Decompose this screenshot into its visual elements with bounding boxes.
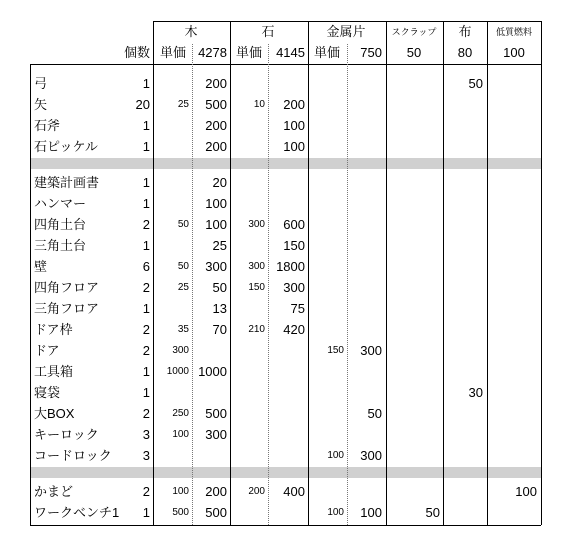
section-separator — [30, 158, 541, 169]
item-count: 6 — [142, 258, 150, 274]
stone-total: 600 — [283, 216, 305, 232]
header-fuel-total: 100 — [503, 45, 525, 60]
stone-unit-price: 300 — [248, 260, 265, 272]
grid-line — [386, 21, 387, 525]
item-count: 2 — [142, 483, 150, 499]
item-name: 石ピッケル — [34, 138, 98, 154]
metal-total: 300 — [360, 447, 382, 463]
item-count: 2 — [142, 405, 150, 421]
header-metal-total: 750 — [360, 45, 382, 60]
cloth-amount: 30 — [468, 384, 483, 400]
item-count: 2 — [142, 279, 150, 295]
header-metal-label: 金属片 — [326, 24, 366, 39]
header-stone-label: 石 — [261, 24, 275, 39]
item-name: かまど — [34, 483, 74, 499]
wood-unit-price: 100 — [172, 428, 189, 440]
stone-total: 300 — [283, 279, 305, 295]
grid-line — [153, 21, 541, 22]
item-name: 三角土台 — [34, 237, 87, 253]
grid-line — [30, 64, 541, 65]
item-name: 石斧 — [34, 117, 61, 133]
wood-total: 500 — [205, 405, 227, 421]
wood-total: 1000 — [198, 363, 227, 379]
fuel-amount: 100 — [515, 483, 537, 499]
item-count: 1 — [142, 195, 150, 211]
wood-unit-price: 100 — [172, 485, 189, 497]
stone-total: 400 — [283, 483, 305, 499]
stone-unit-price: 10 — [253, 98, 265, 110]
grid-line — [308, 21, 309, 525]
header-count-label: 個数 — [123, 45, 150, 60]
header-wood-total: 4278 — [198, 45, 227, 60]
header-stone-unit-label: 単価 — [236, 45, 263, 60]
grid-line — [30, 525, 541, 526]
wood-unit-price: 500 — [172, 506, 189, 518]
grid-line — [541, 21, 542, 525]
header-scrap-total: 50 — [406, 45, 422, 60]
wood-total: 25 — [212, 237, 227, 253]
item-count: 1 — [142, 300, 150, 316]
grid-line — [153, 21, 154, 525]
stone-total: 1800 — [276, 258, 305, 274]
item-name: 建築計画書 — [34, 174, 100, 190]
wood-total: 300 — [205, 426, 227, 442]
wood-total: 300 — [205, 258, 227, 274]
stone-total: 100 — [283, 138, 305, 154]
section-separator — [30, 467, 541, 478]
cloth-amount: 50 — [468, 75, 483, 91]
item-count: 1 — [142, 504, 150, 520]
wood-unit-price: 50 — [177, 260, 189, 272]
item-count: 1 — [142, 384, 150, 400]
stone-unit-price: 210 — [248, 323, 265, 335]
item-count: 2 — [142, 216, 150, 232]
item-name: ワークベンチ1 — [34, 504, 120, 520]
grid-line — [487, 21, 488, 525]
header-cloth-label: 布 — [458, 24, 472, 39]
grid-dotted-line — [192, 44, 193, 525]
wood-total: 100 — [205, 195, 227, 211]
item-count: 1 — [142, 363, 150, 379]
wood-total: 13 — [212, 300, 227, 316]
wood-total: 100 — [205, 216, 227, 232]
item-name: 大BOX — [34, 405, 75, 421]
item-count: 20 — [135, 96, 150, 112]
scrap-amount: 50 — [425, 504, 440, 520]
metal-unit-price: 150 — [327, 344, 344, 356]
header-scrap-label: スクラップ — [391, 27, 437, 37]
wood-total: 500 — [205, 96, 227, 112]
stone-total: 75 — [290, 300, 305, 316]
item-name: 四角フロア — [34, 279, 100, 295]
item-count: 1 — [142, 138, 150, 154]
item-count: 1 — [142, 75, 150, 91]
wood-unit-price: 25 — [177, 98, 189, 110]
wood-total: 500 — [205, 504, 227, 520]
wood-total: 200 — [205, 483, 227, 499]
header-cloth-total: 80 — [457, 45, 473, 60]
metal-total: 100 — [360, 504, 382, 520]
item-name: 弓 — [34, 75, 48, 91]
item-name: 四角土台 — [34, 216, 87, 232]
grid-line — [230, 21, 231, 525]
wood-total: 200 — [205, 117, 227, 133]
item-name: 三角フロア — [34, 300, 100, 316]
item-count: 3 — [142, 447, 150, 463]
item-count: 1 — [142, 174, 150, 190]
stone-total: 100 — [283, 117, 305, 133]
stone-unit-price: 300 — [248, 218, 265, 230]
grid-dotted-line — [268, 44, 269, 525]
item-name: 寝袋 — [34, 384, 61, 400]
wood-total: 20 — [212, 174, 227, 190]
grid-line — [443, 21, 444, 525]
stone-total: 420 — [283, 321, 305, 337]
stone-unit-price: 150 — [248, 281, 265, 293]
grid-dotted-line — [347, 44, 348, 525]
wood-unit-price: 1000 — [166, 365, 189, 377]
item-name: ドア — [34, 342, 60, 358]
metal-total: 50 — [367, 405, 382, 421]
item-count: 1 — [142, 237, 150, 253]
item-name: コードロック — [34, 447, 112, 463]
grid-line — [30, 64, 31, 525]
stone-total: 150 — [283, 237, 305, 253]
item-name: キーロック — [34, 426, 99, 442]
wood-total: 200 — [205, 138, 227, 154]
wood-unit-price: 250 — [172, 407, 189, 419]
wood-unit-price: 25 — [177, 281, 189, 293]
wood-unit-price: 300 — [172, 344, 189, 356]
stone-total: 200 — [283, 96, 305, 112]
metal-unit-price: 100 — [327, 449, 344, 461]
wood-unit-price: 35 — [177, 323, 189, 335]
stone-unit-price: 200 — [248, 485, 265, 497]
wood-unit-price: 50 — [177, 218, 189, 230]
metal-total: 300 — [360, 342, 382, 358]
item-name: 工具箱 — [34, 363, 74, 379]
item-name: 矢 — [34, 96, 48, 112]
header-metal-unit-label: 単価 — [314, 45, 341, 60]
header-fuel-label: 低質燃料 — [495, 27, 533, 37]
header-stone-total: 4145 — [276, 45, 305, 60]
item-count: 1 — [142, 117, 150, 133]
wood-total: 50 — [212, 279, 227, 295]
metal-unit-price: 100 — [327, 506, 344, 518]
header-wood-label: 木 — [184, 24, 198, 39]
wood-total: 200 — [205, 75, 227, 91]
item-count: 2 — [142, 321, 150, 337]
header-wood-unit-label: 単価 — [160, 45, 187, 60]
item-name: 壁 — [34, 258, 48, 274]
item-count: 3 — [142, 426, 150, 442]
wood-total: 70 — [212, 321, 227, 337]
item-name: ドア枠 — [34, 321, 73, 337]
item-count: 2 — [142, 342, 150, 358]
item-name: ハンマー — [34, 195, 87, 211]
